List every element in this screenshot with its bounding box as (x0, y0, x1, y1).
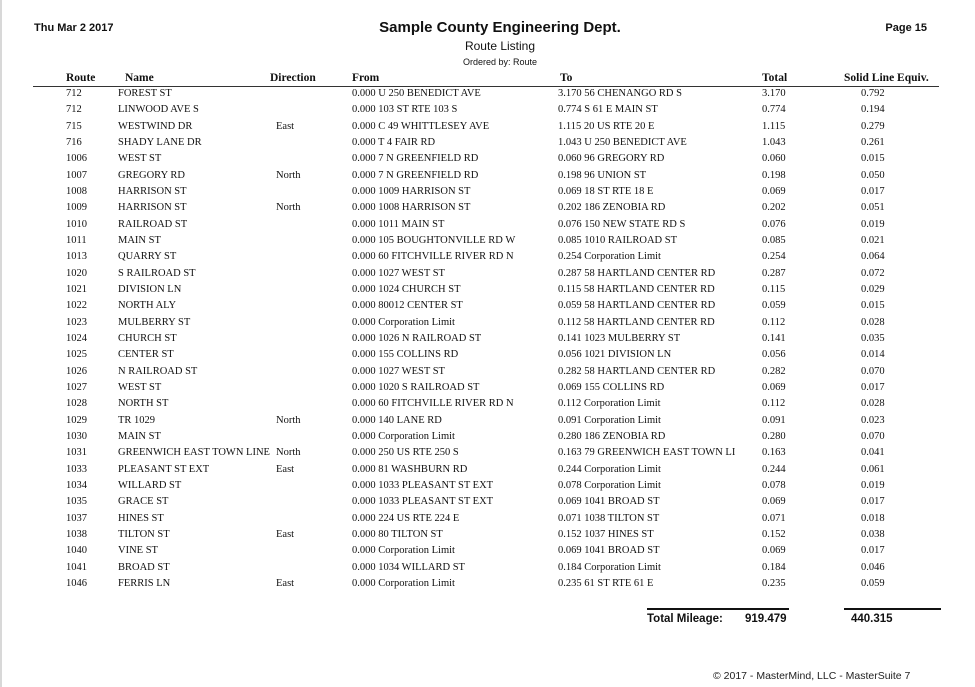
from-cell: 0.000 1027 WEST ST (352, 365, 445, 377)
sle-cell: 0.035 (861, 332, 885, 344)
route-cell: 715 (66, 120, 82, 132)
column-header-route: Route (66, 72, 96, 84)
sle-cell: 0.019 (861, 479, 885, 491)
to-cell: 0.069 18 ST RTE 18 E (558, 185, 654, 197)
from-cell: 0.000 Corporation Limit (352, 430, 455, 442)
to-cell: 0.115 58 HARTLAND CENTER RD (558, 283, 715, 295)
total-cell: 0.112 (762, 398, 786, 410)
from-cell: 0.000 1011 MAIN ST (352, 218, 445, 230)
name-cell: FOREST ST (118, 88, 172, 99)
sle-cell: 0.015 (861, 153, 885, 165)
name-cell: CHURCH ST (118, 332, 177, 344)
sle-cell: 0.059 (861, 577, 885, 589)
to-cell: 0.085 1010 RAILROAD ST (558, 234, 678, 246)
table-row (0, 366, 975, 382)
table-row (0, 88, 975, 104)
total-cell: 0.059 (762, 300, 786, 312)
total-cell: 0.152 (762, 528, 786, 540)
report-title: Sample County Engineering Dept. (379, 19, 621, 36)
from-cell: 0.000 1033 PLEASANT ST EXT (352, 479, 494, 491)
from-cell: 0.000 224 US RTE 224 E (352, 512, 460, 524)
sle-cell: 0.028 (861, 398, 885, 410)
to-cell: 0.254 Corporation Limit (558, 251, 661, 263)
from-cell: 0.000 1024 CHURCH ST (352, 283, 461, 295)
table-row (0, 219, 975, 235)
page-number: Page 15 (885, 22, 927, 34)
total-cell: 0.091 (762, 414, 786, 426)
route-cell: 1011 (66, 234, 87, 246)
table-row (0, 349, 975, 365)
sle-cell: 0.018 (861, 512, 885, 524)
name-cell: TR 1029 (118, 414, 156, 426)
route-cell: 1046 (66, 577, 87, 589)
table-row (0, 317, 975, 333)
to-cell: 0.235 61 ST RTE 61 E (558, 577, 654, 589)
to-cell: 0.141 1023 MULBERRY ST (558, 332, 681, 344)
route-cell: 1028 (66, 398, 87, 410)
table-row (0, 398, 975, 414)
route-cell: 1033 (66, 463, 87, 475)
direction-cell: North (276, 202, 301, 214)
total-cell: 0.078 (762, 479, 786, 491)
to-cell: 0.069 155 COLLINS RD (558, 381, 665, 393)
route-cell: 1024 (66, 332, 87, 344)
total-cell: 3.170 (762, 88, 786, 99)
route-cell: 1035 (66, 496, 87, 508)
copyright-footer: © 2017 - MasterMind, LLC - MasterSuite 7 (713, 670, 911, 682)
total-cell: 0.069 (762, 545, 786, 557)
from-cell: 0.000 Corporation Limit (352, 316, 455, 328)
sle-cell: 0.070 (861, 430, 885, 442)
route-cell: 1041 (66, 561, 87, 573)
sle-cell: 0.046 (861, 561, 885, 573)
name-cell: WEST ST (118, 153, 162, 165)
total-mileage-label: Total Mileage: (647, 613, 723, 625)
route-cell: 712 (66, 104, 82, 116)
to-cell: 0.078 Corporation Limit (558, 479, 661, 491)
total-cell: 0.235 (762, 577, 786, 589)
table-row (0, 415, 975, 431)
sle-cell: 0.061 (861, 463, 885, 475)
sle-cell: 0.017 (861, 381, 885, 393)
table-row (0, 104, 975, 120)
to-cell: 0.152 1037 HINES ST (558, 528, 654, 540)
route-cell: 1013 (66, 251, 87, 263)
direction-cell: East (276, 120, 295, 132)
to-cell: 0.056 1021 DIVISION LN (558, 349, 672, 361)
from-cell: 0.000 C 49 WHITTLESEY AVE (352, 120, 490, 132)
to-cell: 1.115 20 US RTE 20 E (558, 120, 655, 132)
name-cell: CENTER ST (118, 349, 174, 361)
route-cell: 712 (66, 88, 82, 99)
from-cell: 0.000 60 FITCHVILLE RIVER RD N (352, 398, 514, 410)
from-cell: 0.000 103 ST RTE 103 S (352, 104, 458, 116)
sle-cell: 0.015 (861, 300, 885, 312)
name-cell: MULBERRY ST (118, 316, 191, 328)
name-cell: WEST ST (118, 381, 162, 393)
from-cell: 0.000 T 4 FAIR RD (352, 136, 436, 148)
sle-cell: 0.041 (861, 447, 885, 459)
sle-cell: 0.017 (861, 545, 885, 557)
to-cell: 0.184 Corporation Limit (558, 561, 661, 573)
sle-cell: 0.028 (861, 316, 885, 328)
sle-cell: 0.017 (861, 496, 885, 508)
to-cell: 0.069 1041 BROAD ST (558, 496, 660, 508)
table-row (0, 333, 975, 349)
to-cell: 0.774 S 61 E MAIN ST (558, 104, 658, 116)
total-cell: 0.202 (762, 202, 786, 214)
total-cell: 0.112 (762, 316, 786, 328)
sle-cell: 0.050 (861, 169, 885, 181)
name-cell: QUARRY ST (118, 251, 177, 263)
to-cell: 0.059 58 HARTLAND CENTER RD (558, 300, 716, 312)
sle-cell: 0.194 (861, 104, 885, 116)
table-row (0, 578, 975, 594)
from-cell: 0.000 81 WASHBURN RD (352, 463, 468, 475)
sle-cell: 0.792 (861, 88, 885, 99)
to-cell: 0.163 79 GREENWICH EAST TOWN LI (558, 447, 736, 459)
name-cell: GREENWICH EAST TOWN LINE (118, 447, 270, 459)
route-cell: 1025 (66, 349, 87, 361)
route-cell: 1040 (66, 545, 87, 557)
to-cell: 0.244 Corporation Limit (558, 463, 661, 475)
total-cell: 0.141 (762, 332, 786, 344)
sle-cell: 0.017 (861, 185, 885, 197)
route-cell: 1021 (66, 283, 87, 295)
route-cell: 1023 (66, 316, 87, 328)
total-cell: 0.163 (762, 447, 786, 459)
name-cell: FERRIS LN (118, 577, 171, 589)
name-cell: S RAILROAD ST (118, 267, 196, 279)
total-cell: 0.254 (762, 251, 786, 263)
to-cell: 1.043 U 250 BENEDICT AVE (558, 136, 687, 148)
table-row (0, 251, 975, 267)
name-cell: RAILROAD ST (118, 218, 188, 230)
sle-cell: 0.021 (861, 234, 885, 246)
total-cell: 0.069 (762, 185, 786, 197)
from-cell: 0.000 Corporation Limit (352, 577, 455, 589)
table-row (0, 431, 975, 447)
route-cell: 1022 (66, 300, 87, 312)
route-cell: 1006 (66, 153, 87, 165)
column-header-direction: Direction (270, 72, 316, 84)
total-cell: 0.115 (762, 283, 786, 295)
total-mileage-value: 919.479 (745, 613, 787, 625)
table-row (0, 121, 975, 137)
report-subtitle: Route Listing (464, 39, 536, 53)
name-cell: TILTON ST (118, 528, 170, 540)
route-cell: 1030 (66, 430, 87, 442)
name-cell: SHADY LANE DR (118, 136, 202, 148)
to-cell: 0.287 58 HARTLAND CENTER RD (558, 267, 716, 279)
direction-cell: North (276, 169, 301, 181)
from-cell: 0.000 1027 WEST ST (352, 267, 445, 279)
sle-cell: 0.072 (861, 267, 885, 279)
to-cell: 0.282 58 HARTLAND CENTER RD (558, 365, 716, 377)
direction-cell: East (276, 577, 295, 589)
table-row (0, 202, 975, 218)
route-cell: 1037 (66, 512, 87, 524)
from-cell: 0.000 1008 HARRISON ST (352, 202, 471, 214)
sle-cell: 0.029 (861, 283, 885, 295)
route-cell: 1026 (66, 365, 87, 377)
from-cell: 0.000 7 N GREENFIELD RD (352, 153, 479, 165)
from-cell: 0.000 1020 S RAILROAD ST (352, 381, 480, 393)
table-row (0, 137, 975, 153)
table-row (0, 545, 975, 561)
sle-cell: 0.038 (861, 528, 885, 540)
from-cell: 0.000 1009 HARRISON ST (352, 185, 471, 197)
table-row (0, 382, 975, 398)
route-cell: 1038 (66, 528, 87, 540)
total-sle-value: 440.315 (851, 613, 893, 625)
route-cell: 1020 (66, 267, 87, 279)
from-cell: 0.000 140 LANE RD (352, 414, 442, 426)
from-cell: 0.000 155 COLLINS RD (352, 349, 459, 361)
name-cell: HINES ST (118, 512, 164, 524)
total-cell: 0.287 (762, 267, 786, 279)
total-cell: 0.282 (762, 365, 786, 377)
to-cell: 0.071 1038 TILTON ST (558, 512, 660, 524)
to-cell: 0.280 186 ZENOBIA RD (558, 430, 666, 442)
column-header-from: From (352, 72, 380, 84)
to-cell: 3.170 56 CHENANGO RD S (558, 88, 682, 99)
route-cell: 1034 (66, 479, 87, 491)
report-ordering: Ordered by: Route (462, 57, 538, 67)
to-cell: 0.069 1041 BROAD ST (558, 545, 660, 557)
to-cell: 0.091 Corporation Limit (558, 414, 661, 426)
sle-cell: 0.064 (861, 251, 885, 263)
total-cell: 0.069 (762, 496, 786, 508)
from-cell: 0.000 105 BOUGHTONVILLE RD W (352, 234, 516, 246)
route-cell: 716 (66, 136, 82, 148)
total-cell: 0.085 (762, 234, 786, 246)
total-cell: 1.115 (762, 120, 786, 132)
table-row (0, 447, 975, 463)
name-cell: HARRISON ST (118, 185, 187, 197)
from-cell: 0.000 60 FITCHVILLE RIVER RD N (352, 251, 514, 263)
to-cell: 0.198 96 UNION ST (558, 169, 647, 181)
from-cell: 0.000 7 N GREENFIELD RD (352, 169, 479, 181)
table-row (0, 235, 975, 251)
table-row (0, 562, 975, 578)
from-cell: 0.000 1026 N RAILROAD ST (352, 332, 482, 344)
table-row (0, 513, 975, 529)
route-cell: 1031 (66, 447, 87, 459)
header-rule (33, 86, 939, 87)
to-cell: 0.112 Corporation Limit (558, 398, 661, 410)
table-row (0, 496, 975, 512)
total-cell: 0.244 (762, 463, 786, 475)
table-row (0, 186, 975, 202)
direction-cell: North (276, 414, 301, 426)
name-cell: NORTH ST (118, 398, 169, 410)
from-cell: 0.000 80012 CENTER ST (352, 300, 463, 312)
from-cell: 0.000 80 TILTON ST (352, 528, 443, 540)
total-cell: 0.071 (762, 512, 786, 524)
column-header-total: Total (762, 72, 788, 84)
total-cell: 0.069 (762, 381, 786, 393)
to-cell: 0.060 96 GREGORY RD (558, 153, 665, 165)
report-date: Thu Mar 2 2017 (34, 22, 114, 34)
total-cell: 1.043 (762, 136, 786, 148)
total-cell: 0.280 (762, 430, 786, 442)
total-rule (647, 608, 789, 610)
route-cell: 1007 (66, 169, 87, 181)
sle-total-rule (844, 608, 941, 610)
table-row (0, 268, 975, 284)
name-cell: LINWOOD AVE S (118, 104, 199, 116)
to-cell: 0.076 150 NEW STATE RD S (558, 218, 686, 230)
table-row (0, 480, 975, 496)
from-cell: 0.000 1034 WILLARD ST (352, 561, 465, 573)
from-cell: 0.000 1033 PLEASANT ST EXT (352, 496, 494, 508)
column-header-name: Name (125, 72, 154, 84)
sle-cell: 0.019 (861, 218, 885, 230)
route-cell: 1010 (66, 218, 87, 230)
total-cell: 0.774 (762, 104, 786, 116)
table-row (0, 300, 975, 316)
total-cell: 0.184 (762, 561, 786, 573)
direction-cell: East (276, 463, 295, 475)
sle-cell: 0.051 (861, 202, 885, 214)
direction-cell: East (276, 528, 295, 540)
column-header-solid-line-equiv: Solid Line Equiv. (844, 72, 929, 84)
name-cell: GREGORY RD (118, 169, 185, 181)
route-cell: 1008 (66, 185, 87, 197)
name-cell: HARRISON ST (118, 202, 187, 214)
route-cell: 1029 (66, 414, 87, 426)
table-row (0, 529, 975, 545)
name-cell: WESTWIND DR (118, 120, 193, 132)
from-cell: 0.000 Corporation Limit (352, 545, 455, 557)
name-cell: NORTH ALY (118, 300, 177, 312)
column-header-to: To (560, 72, 573, 84)
total-cell: 0.060 (762, 153, 786, 165)
name-cell: MAIN ST (118, 234, 161, 246)
route-cell: 1009 (66, 202, 87, 214)
name-cell: VINE ST (118, 545, 158, 557)
name-cell: BROAD ST (118, 561, 170, 573)
table-row (0, 284, 975, 300)
name-cell: PLEASANT ST EXT (118, 463, 210, 475)
total-cell: 0.056 (762, 349, 786, 361)
total-cell: 0.076 (762, 218, 786, 230)
sle-cell: 0.070 (861, 365, 885, 377)
name-cell: N RAILROAD ST (118, 365, 198, 377)
name-cell: WILLARD ST (118, 479, 182, 491)
from-cell: 0.000 U 250 BENEDICT AVE (352, 88, 481, 99)
sle-cell: 0.261 (861, 136, 885, 148)
to-cell: 0.202 186 ZENOBIA RD (558, 202, 666, 214)
table-row (0, 464, 975, 480)
total-cell: 0.198 (762, 169, 786, 181)
sle-cell: 0.014 (861, 349, 885, 361)
from-cell: 0.000 250 US RTE 250 S (352, 447, 459, 459)
name-cell: MAIN ST (118, 430, 161, 442)
table-row (0, 170, 975, 186)
sle-cell: 0.279 (861, 120, 885, 132)
name-cell: GRACE ST (118, 496, 169, 508)
route-cell: 1027 (66, 381, 87, 393)
table-row (0, 153, 975, 169)
sle-cell: 0.023 (861, 414, 885, 426)
direction-cell: North (276, 447, 301, 459)
to-cell: 0.112 58 HARTLAND CENTER RD (558, 316, 715, 328)
name-cell: DIVISION LN (118, 283, 182, 295)
